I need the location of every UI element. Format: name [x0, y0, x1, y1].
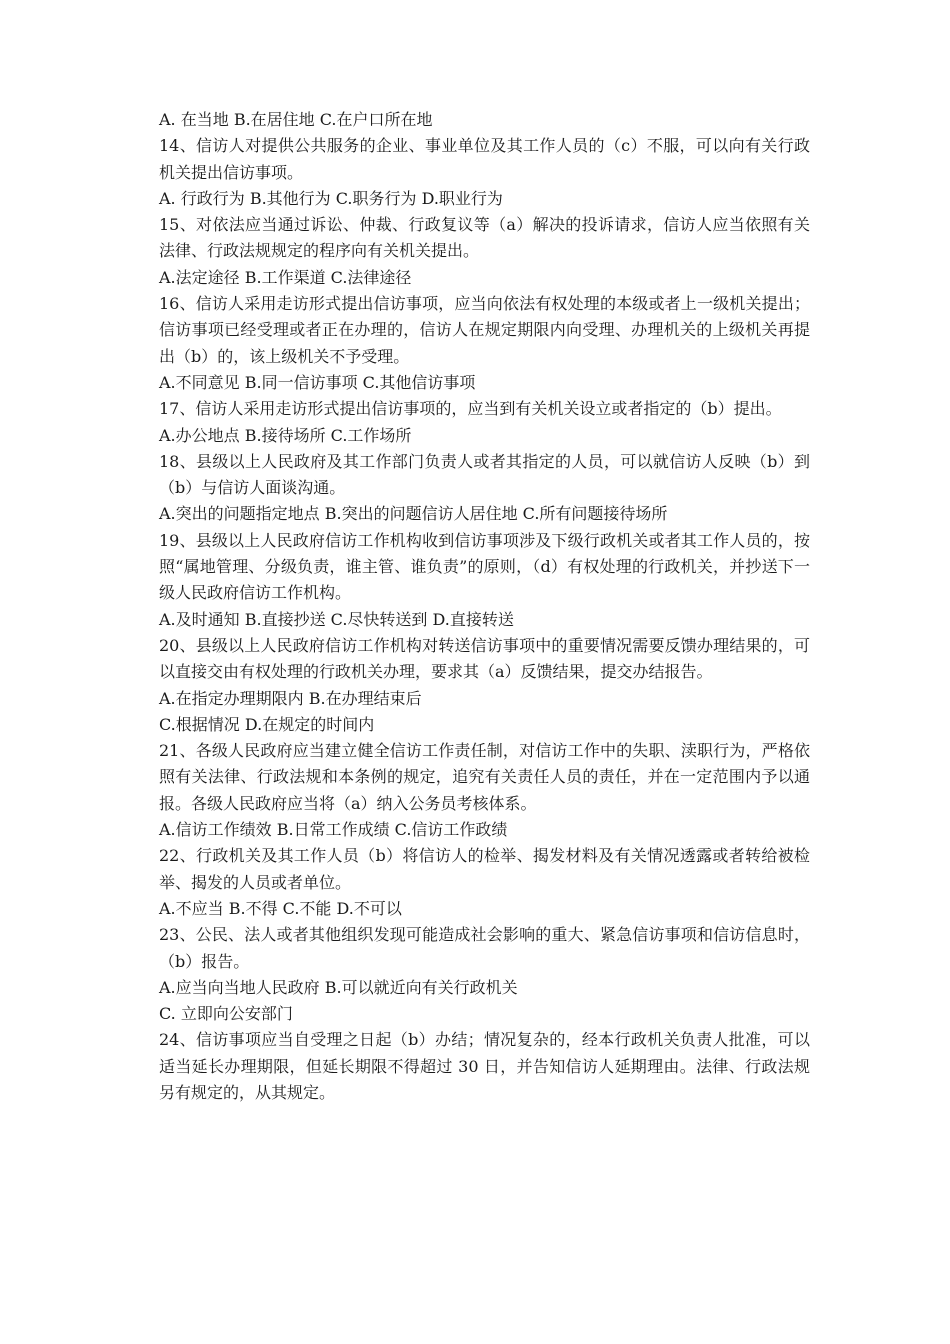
option-line: A.办公地点 B.接待场所 C.工作场所	[159, 425, 412, 445]
question-14: 14、信访人对提供公共服务的企业、事业单位及其工作人员的（c）不服，可以向有关行政机关提出信访事项。	[159, 136, 810, 182]
document-body	[140, 107, 810, 1106]
question-15: 15、对依法应当通过诉讼、仲裁、行政复议等（a）解决的投诉请求，信访人应当依照有关法律、行政法规规定的程序向有关机关提出。	[159, 215, 810, 261]
question-21: 21、各级人民政府应当建立健全信访工作责任制，对信访工作中的失职、渎职行为，严格依照有关法律、行政法规和本条例的规定，追究有关责任人员的责任，并在一定范围内予以通报。各级人民政府应当将（a）纳入公务员考核体系。	[159, 741, 810, 813]
option-line: A. 在当地 B.在居住地 C.在户口所在地	[159, 110, 433, 129]
option-line: A.及时通知 B.直接抄送 C.尽快转送到 D.直接转送	[159, 609, 514, 629]
question-24: 24、信访事项应当自受理之日起（b）办结；情况复杂的，经本行政机关负责人批准，可以适当延长办理期限，但延长期限不得超过 30 日，并告知信访人延期理由。法律、行政法规另有规定的，从其规定。	[159, 1030, 810, 1102]
question-23: 23、公民、法人或者其他组织发现可能造成社会影响的重大、紧急信访事项和信访信息时，（b）报告。	[159, 925, 810, 971]
option-line: A. 行政行为 B.其他行为 C.职务行为 D.职业行为	[159, 188, 503, 208]
option-line: A.突出的问题指定地点 B.突出的问题信访人居住地 C.所有问题接待场所	[159, 504, 668, 524]
option-line: A.不同意见 B.同一信访事项 C.其他信访事项	[159, 372, 476, 392]
question-18: 18、县级以上人民政府及其工作部门负责人或者其指定的人员，可以就信访人反映（b）到（b）与信访人面谈沟通。	[159, 451, 810, 498]
option-line: A.应当向当地人民政府 B.可以就近向有关行政机关	[159, 977, 518, 997]
option-line: C.根据情况 D.在规定的时间内	[159, 714, 375, 734]
question-22: 22、行政机关及其工作人员（b）将信访人的检举、揭发材料及有关情况透露或者转给被检举、揭发的人员或者单位。	[159, 846, 810, 892]
option-line: A.在指定办理期限内 B.在办理结束后	[159, 688, 422, 708]
question-16: 16、信访人采用走访形式提出信访事项，应当向依法有权处理的本级或者上一级机关提出；信访事项已经受理或者正在办理的，信访人在规定期限内向受理、办理机关的上级机关再提出（b）的，该上级机关不予受理。	[159, 294, 810, 366]
question-20: 20、县级以上人民政府信访工作机构对转送信访事项中的重要情况需要反馈办理结果的，可以直接交由有权处理的行政机关办理，要求其（a）反馈结果，提交办结报告。	[159, 635, 810, 682]
question-17: 17、信访人采用走访形式提出信访事项的，应当到有关机关设立或者指定的（b）提出。	[159, 399, 782, 419]
question-19: 19、县级以上人民政府信访工作机构收到信访事项涉及下级行政机关或者其工作人员的，按照“属地管理、分级负责，谁主管、谁负责”的原则，（d）有权处理的行政机关，并抄送下一级人民政府信访工作机构。	[159, 530, 810, 603]
option-line: A.法定途径 B.工作渠道 C.法律途径	[159, 267, 412, 287]
option-line: C. 立即向公安部门	[159, 1004, 293, 1024]
option-line: A.不应当 B.不得 C.不能 D.不可以	[159, 898, 402, 918]
option-line: A.信访工作绩效 B.日常工作成绩 C.信访工作政绩	[159, 820, 508, 840]
